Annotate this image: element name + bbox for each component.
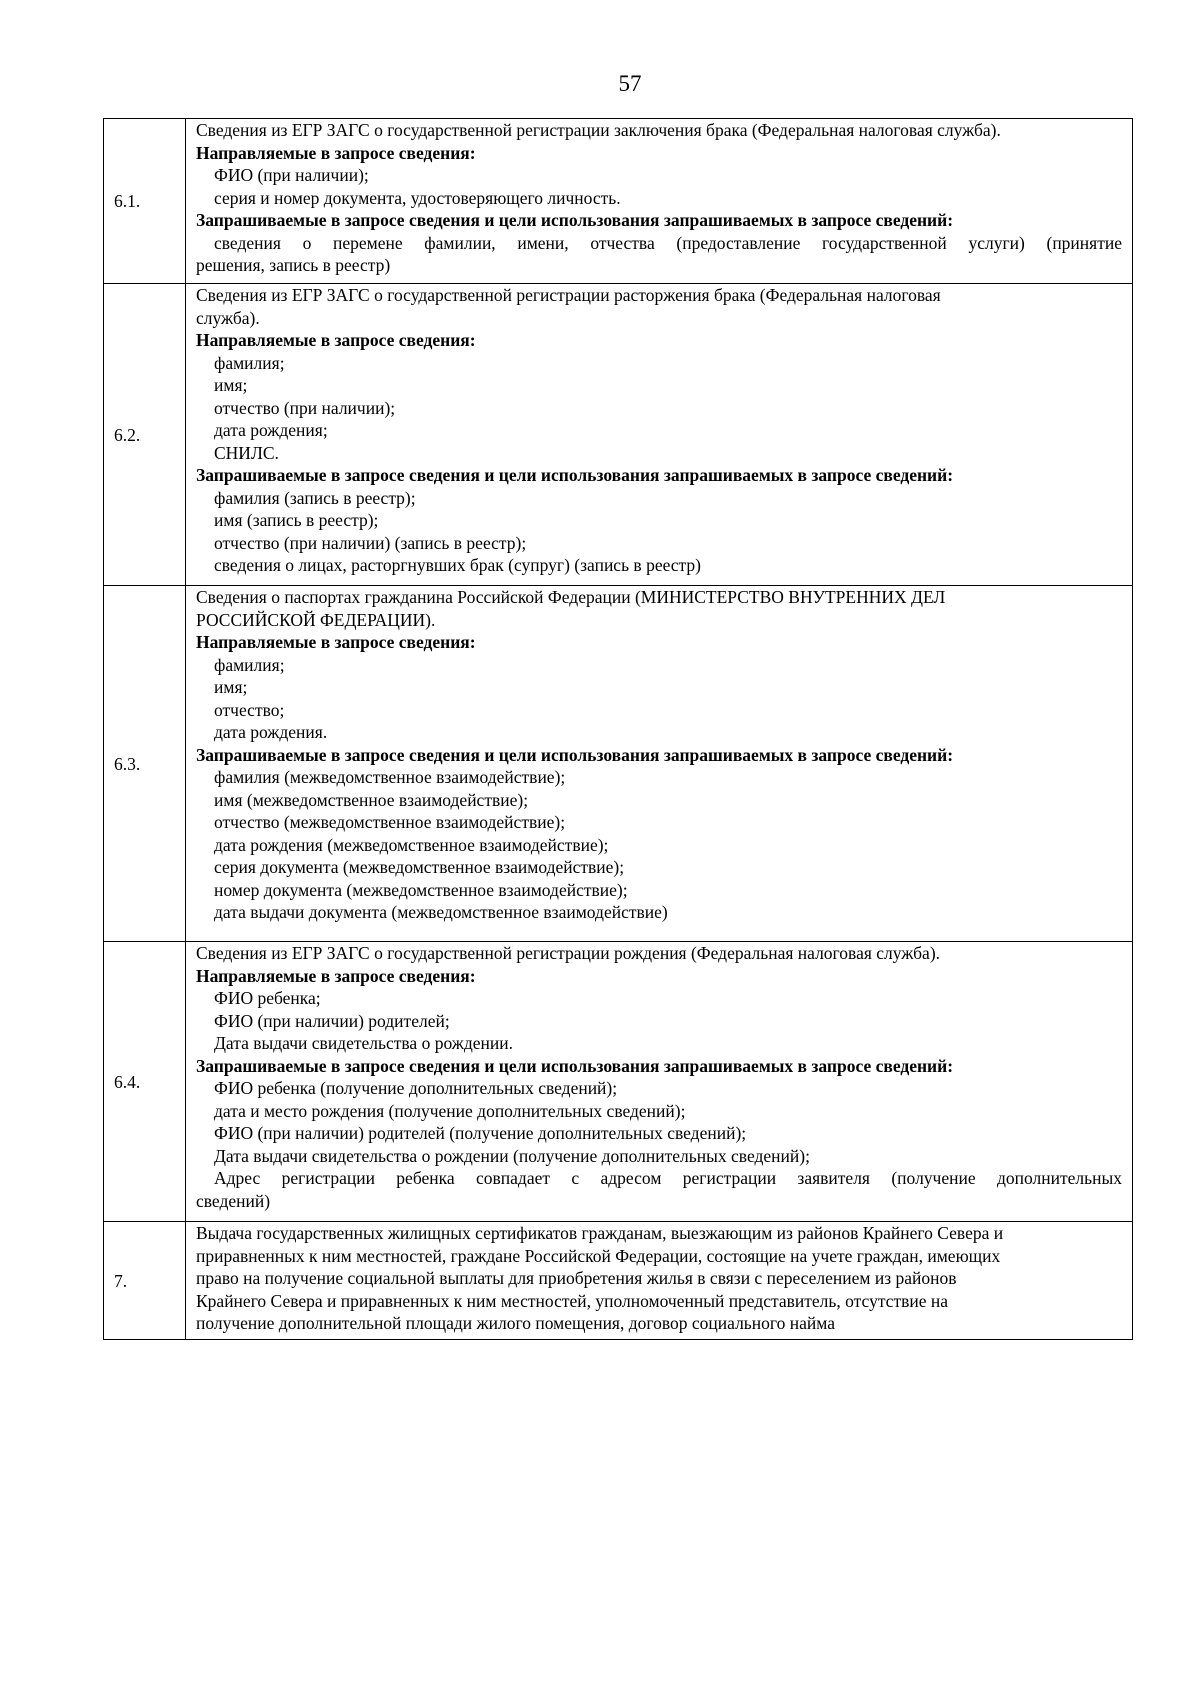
list-item: Адрес регистрации ребенка совпадает с адресом регистрации заявителя (получение дополнительных xyxy=(214,1168,1122,1188)
table-row xyxy=(104,942,1133,1222)
row-content xyxy=(186,1222,1133,1340)
list-item: номер документа (межведомственное взаимодействие); xyxy=(214,879,628,900)
sent-label: Направляемые в запросе сведения: xyxy=(196,965,476,986)
row-heading: Сведения из ЕГР ЗАГС о государственной регистрации расторжения брака (Федеральная налоговая xyxy=(196,285,941,305)
row-number: 6.1. xyxy=(104,119,186,284)
list-item: ФИО (при наличии); xyxy=(214,165,369,185)
row-heading: Сведения о паспортах гражданина Российской Федерации (МИНИСТЕРСТВО ВНУТРЕННИХ ДЕЛ xyxy=(196,587,946,607)
list-item: дата рождения (межведомственное взаимодействие); xyxy=(214,834,609,855)
list-item: дата рождения; xyxy=(214,420,328,440)
row-content xyxy=(186,284,1133,586)
list-item: серия документа (межведомственное взаимодействие); xyxy=(214,857,625,877)
list-item: решения, запись в реестр) xyxy=(196,255,391,275)
requested-label: Запрашиваемые в запросе сведения и цели использования запрашиваемых в запросе сведений: xyxy=(196,1055,954,1076)
list-item: дата и место рождения (получение дополнительных сведений); xyxy=(214,1100,686,1121)
sent-label: Направляемые в запросе сведения: xyxy=(196,142,476,163)
list-item: фамилия; xyxy=(214,352,285,373)
list-item: фамилия (межведомственное взаимодействие); xyxy=(214,767,566,787)
requested-label: Запрашиваемые в запросе сведения и цели использования запрашиваемых в запросе сведений: xyxy=(196,465,954,485)
row-heading: право на получение социальной выплаты для приобретения жилья в связи с переселением из районов xyxy=(196,1268,957,1288)
row-heading: Крайнего Севера и приравненных к ним местностей, уполномоченный представитель, отсутствие на xyxy=(196,1290,948,1311)
table-row xyxy=(104,586,1133,942)
row-heading: РОССИЙСКОЙ ФЕДЕРАЦИИ). xyxy=(196,609,436,630)
table-row xyxy=(104,1222,1133,1340)
row-number: 7. xyxy=(104,1222,186,1340)
row-heading: получение дополнительной площади жилого помещения, договор социального найма xyxy=(196,1313,835,1333)
list-item: имя (запись в реестр); xyxy=(214,510,379,530)
list-item: Дата выдачи свидетельства о рождении (получение дополнительных сведений); xyxy=(214,1145,810,1166)
list-item: фамилия (запись в реестр); xyxy=(214,487,416,508)
row-heading: служба). xyxy=(196,307,260,328)
page-number: 57 xyxy=(618,71,642,96)
row-heading: Сведения из ЕГР ЗАГС о государственной регистрации рождения (Федеральная налоговая служба). xyxy=(196,943,941,963)
list-item: сведений) xyxy=(196,1190,271,1211)
list-item: сведения о перемене фамилии, имени, отчества (предоставление государственной услуги) (принятие xyxy=(214,232,1122,253)
sent-label: Направляемые в запросе сведения: xyxy=(196,632,476,652)
row-content xyxy=(186,942,1133,1222)
list-item: дата выдачи документа (межведомственное взаимодействие) xyxy=(214,902,668,922)
row-number: 6.4. xyxy=(104,942,186,1222)
row-heading: приравненных к ним местностей, граждане Российской Федерации, состоящие на учете граждан, имеющих xyxy=(196,1245,1001,1266)
row-heading: Выдача государственных жилищных сертификатов гражданам, выезжающим из районов Крайнего Севера и xyxy=(196,1223,1004,1243)
requested-label: Запрашиваемые в запросе сведения и цели использования запрашиваемых в запросе сведений: xyxy=(196,744,954,765)
list-item: ФИО ребенка; xyxy=(214,988,321,1008)
list-item: ФИО (при наличии) родителей (получение дополнительных сведений); xyxy=(214,1123,747,1143)
list-item: отчество (межведомственное взаимодействие); xyxy=(214,812,566,832)
row-number: 6.3. xyxy=(104,586,186,942)
list-item: сведения о лицах, расторгнувших брак (супруг) (запись в реестр) xyxy=(214,555,701,575)
list-item: имя; xyxy=(214,677,248,697)
list-item: серия и номер документа, удостоверяющего личность. xyxy=(214,187,621,208)
row-content xyxy=(186,119,1133,284)
list-item: ФИО (при наличии) родителей; xyxy=(214,1010,450,1031)
list-item: ФИО ребенка (получение дополнительных сведений); xyxy=(214,1078,618,1098)
list-item: фамилия; xyxy=(214,654,285,675)
row-heading: Сведения из ЕГР ЗАГС о государственной регистрации заключения брака (Федеральная налоговая служба). xyxy=(196,120,1001,140)
row-content xyxy=(186,586,1133,942)
list-item: имя (межведомственное взаимодействие); xyxy=(214,789,529,810)
list-item: СНИЛС. xyxy=(214,442,279,463)
list-item: дата рождения. xyxy=(214,722,328,742)
row-number: 6.2. xyxy=(104,284,186,586)
list-item: отчество (при наличии) (запись в реестр); xyxy=(214,532,527,553)
services-table xyxy=(103,118,1133,1340)
list-item: Дата выдачи свидетельства о рождении. xyxy=(214,1033,513,1053)
list-item: имя; xyxy=(214,375,248,395)
list-item: отчество (при наличии); xyxy=(214,397,396,418)
list-item: отчество; xyxy=(214,699,285,720)
sent-label: Направляемые в запросе сведения: xyxy=(196,330,476,350)
table-row xyxy=(104,119,1133,284)
requested-label: Запрашиваемые в запросе сведения и цели использования запрашиваемых в запросе сведений: xyxy=(196,210,954,230)
table-row xyxy=(104,284,1133,586)
